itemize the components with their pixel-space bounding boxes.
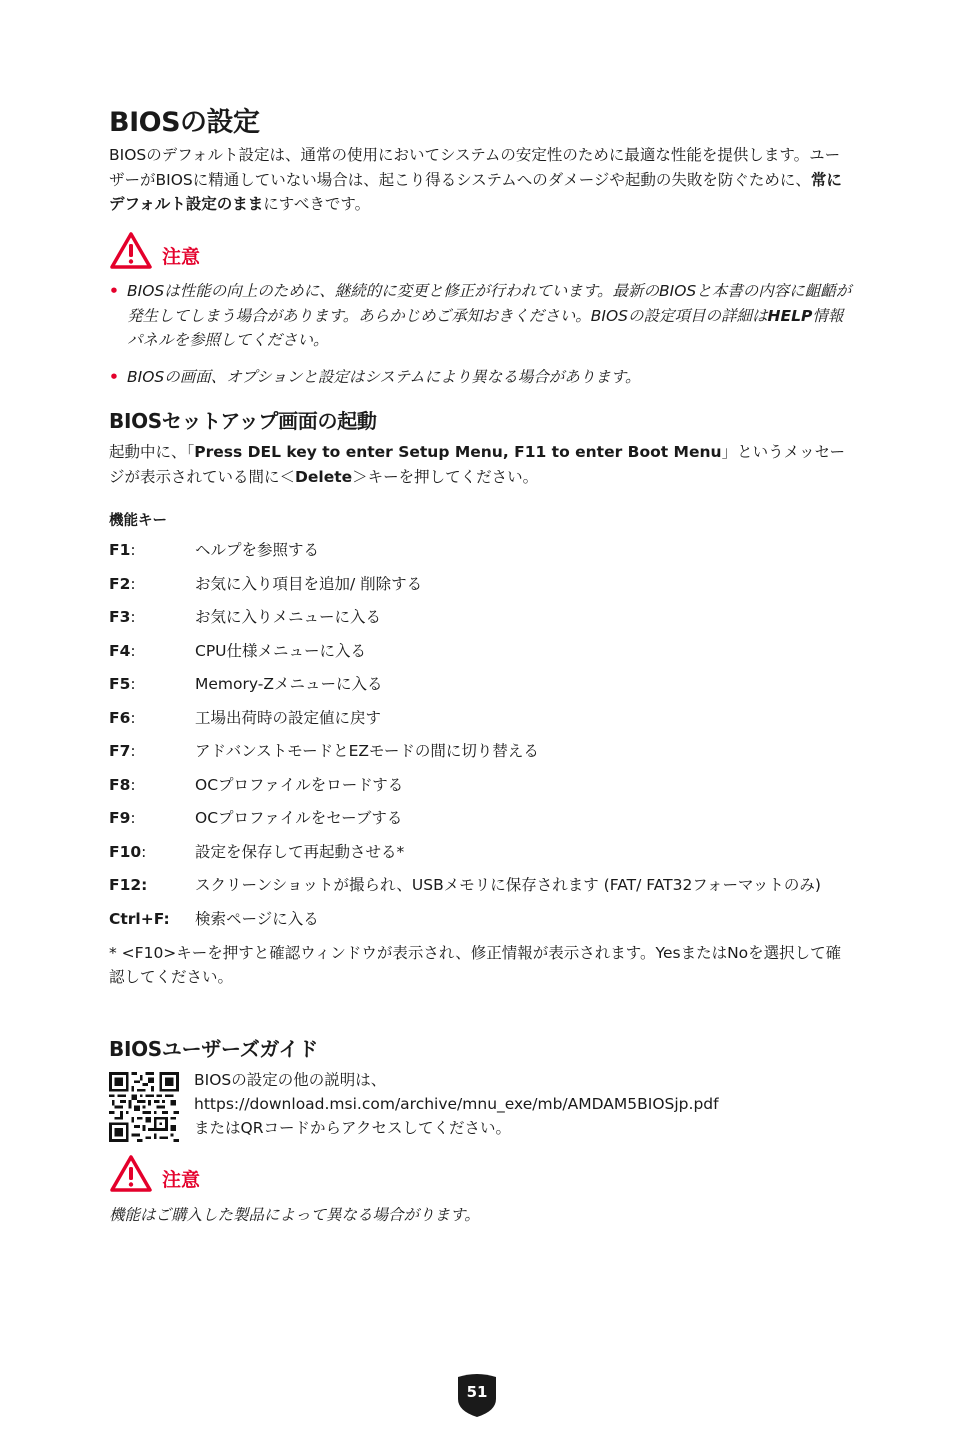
page-title: BIOSの設定: [109, 107, 260, 138]
function-key-description: お気に入りメニューに入る: [195, 608, 382, 626]
function-key: F10:: [109, 842, 147, 861]
bullet-text-end: 情報パネルを参照してください。: [127, 306, 844, 349]
bullet-text: BIOSは性能の向上のために、継続的に変更と修正が行われています。最新のBIOSと本書の内容に齟齬が発生してしまう場合があります。あらかじめご承知おきください。BIOSの設定項目の詳細は: [127, 282, 852, 325]
function-key-description: お気に入り項目を追加/ 削除する: [195, 574, 423, 593]
function-key: Ctrl+F:: [109, 909, 170, 928]
intro-bold-text: 常にデフォルト設定のまま: [109, 170, 842, 213]
setup-paragraph: [109, 440, 849, 489]
caution-list: [109, 279, 854, 401]
function-key-description: 設定を保存して再起動させる*: [195, 842, 405, 861]
function-key-description: 検索ページに入る: [195, 909, 319, 928]
function-key-row: [109, 773, 849, 797]
caution-note: 機能はご購入した製品によって異なる場合がります。: [109, 1206, 480, 1224]
function-key-row: [109, 840, 849, 864]
intro-text: BIOSのデフォルト設定は、通常の使用においてシステムの安定性のために最適な性能を提供します。ユーザーがBIOSに精通していない場合は、起こり得るシステムへのダメージや起動の失敗を防ぐために、: [109, 146, 841, 189]
f10-footnote: * <F10>キーを押すと確認ウィンドウが表示され、修正情報が表示されます。YesまたはNoを選択して確認してください。: [109, 943, 842, 986]
function-key: F3:: [109, 608, 136, 626]
function-key-row: [109, 907, 849, 931]
function-key-description: ヘルプを参照する: [195, 541, 320, 559]
function-key-description: アドバンストモードとEZモードの間に切り替える: [195, 742, 539, 760]
function-key-row: [109, 605, 849, 629]
function-key-row: [109, 572, 849, 596]
bullet-dot-icon: •: [109, 367, 119, 386]
caution-block-2: [109, 1154, 200, 1194]
setup-heading: BIOSセットアップ画面の起動: [109, 409, 377, 433]
qr-code-icon[interactable]: [109, 1072, 179, 1142]
function-key-list: [109, 538, 849, 989]
caution-block: [109, 231, 200, 271]
function-key: F4:: [109, 641, 136, 660]
setup-bold-message: Press DEL key to enter Setup Menu, F11 to enter Boot Menu: [194, 443, 722, 461]
function-key-row: [109, 672, 849, 696]
function-key-row: [109, 806, 849, 830]
function-key: F8:: [109, 775, 136, 794]
function-key-description: CPU仕様メニューに入る: [195, 641, 367, 660]
page-number-badge: [458, 1373, 496, 1417]
caution-label: 注意: [162, 1168, 201, 1191]
function-key: F1:: [109, 541, 136, 559]
bullet-text: BIOSの画面、オプションと設定はシステムにより異なる場合があります。: [127, 367, 641, 386]
caution-bullet: [109, 279, 854, 353]
setup-text-end: ＞キーを押してください。: [352, 467, 539, 486]
intro-text-end: にすべきです。: [263, 195, 371, 213]
function-key-description: 工場出荷時の設定値に戻す: [195, 708, 382, 727]
caution-label: 注意: [162, 245, 201, 268]
help-bold: HELP: [767, 306, 813, 325]
caution-bullet: [109, 365, 854, 390]
function-keys-heading: 機能キー: [109, 513, 167, 529]
function-key-row: [109, 739, 849, 763]
guide-url-link[interactable]: https://download.msi.com/archive/mnu_exe/mb/AMDAM5BIOSjp.pdf: [194, 1095, 719, 1113]
function-key: F9:: [109, 809, 136, 827]
function-key-row: [109, 538, 849, 562]
page-number: 51: [466, 1383, 488, 1401]
guide-line: またはQRコードからアクセスしてください。: [194, 1119, 512, 1137]
function-key-description: OCプロファイルをセーブする: [195, 809, 403, 827]
function-key-row: [109, 706, 849, 730]
function-key: F12:: [109, 876, 148, 894]
guide-line: BIOSの設定の他の説明は、: [194, 1071, 387, 1089]
guide-heading: BIOSユーザーズガイド: [109, 1037, 318, 1061]
function-key: F5:: [109, 675, 136, 693]
setup-text-mid: 」というメッセージが表示されている間に＜: [109, 443, 845, 486]
function-key-row: [109, 639, 849, 663]
function-key: F2:: [109, 574, 136, 593]
bullet-dot-icon: •: [109, 282, 119, 300]
function-key-description: Memory-Zメニューに入る: [195, 675, 383, 693]
function-key-description: OCプロファイルをロードする: [195, 775, 404, 794]
function-key-description: スクリーンショットが撮られ、USBメモリに保存されます (FAT/ FAT32フォーマットのみ): [195, 876, 821, 894]
function-key: F7:: [109, 742, 136, 760]
setup-text: 起動中に、「: [109, 443, 195, 461]
intro-paragraph: [109, 143, 849, 217]
warning-icon: [109, 231, 153, 271]
function-key-row: [109, 873, 849, 897]
function-key: F6:: [109, 708, 136, 727]
warning-icon: [109, 1154, 153, 1194]
guide-text: [194, 1068, 719, 1140]
delete-key-label: Delete: [295, 467, 353, 486]
